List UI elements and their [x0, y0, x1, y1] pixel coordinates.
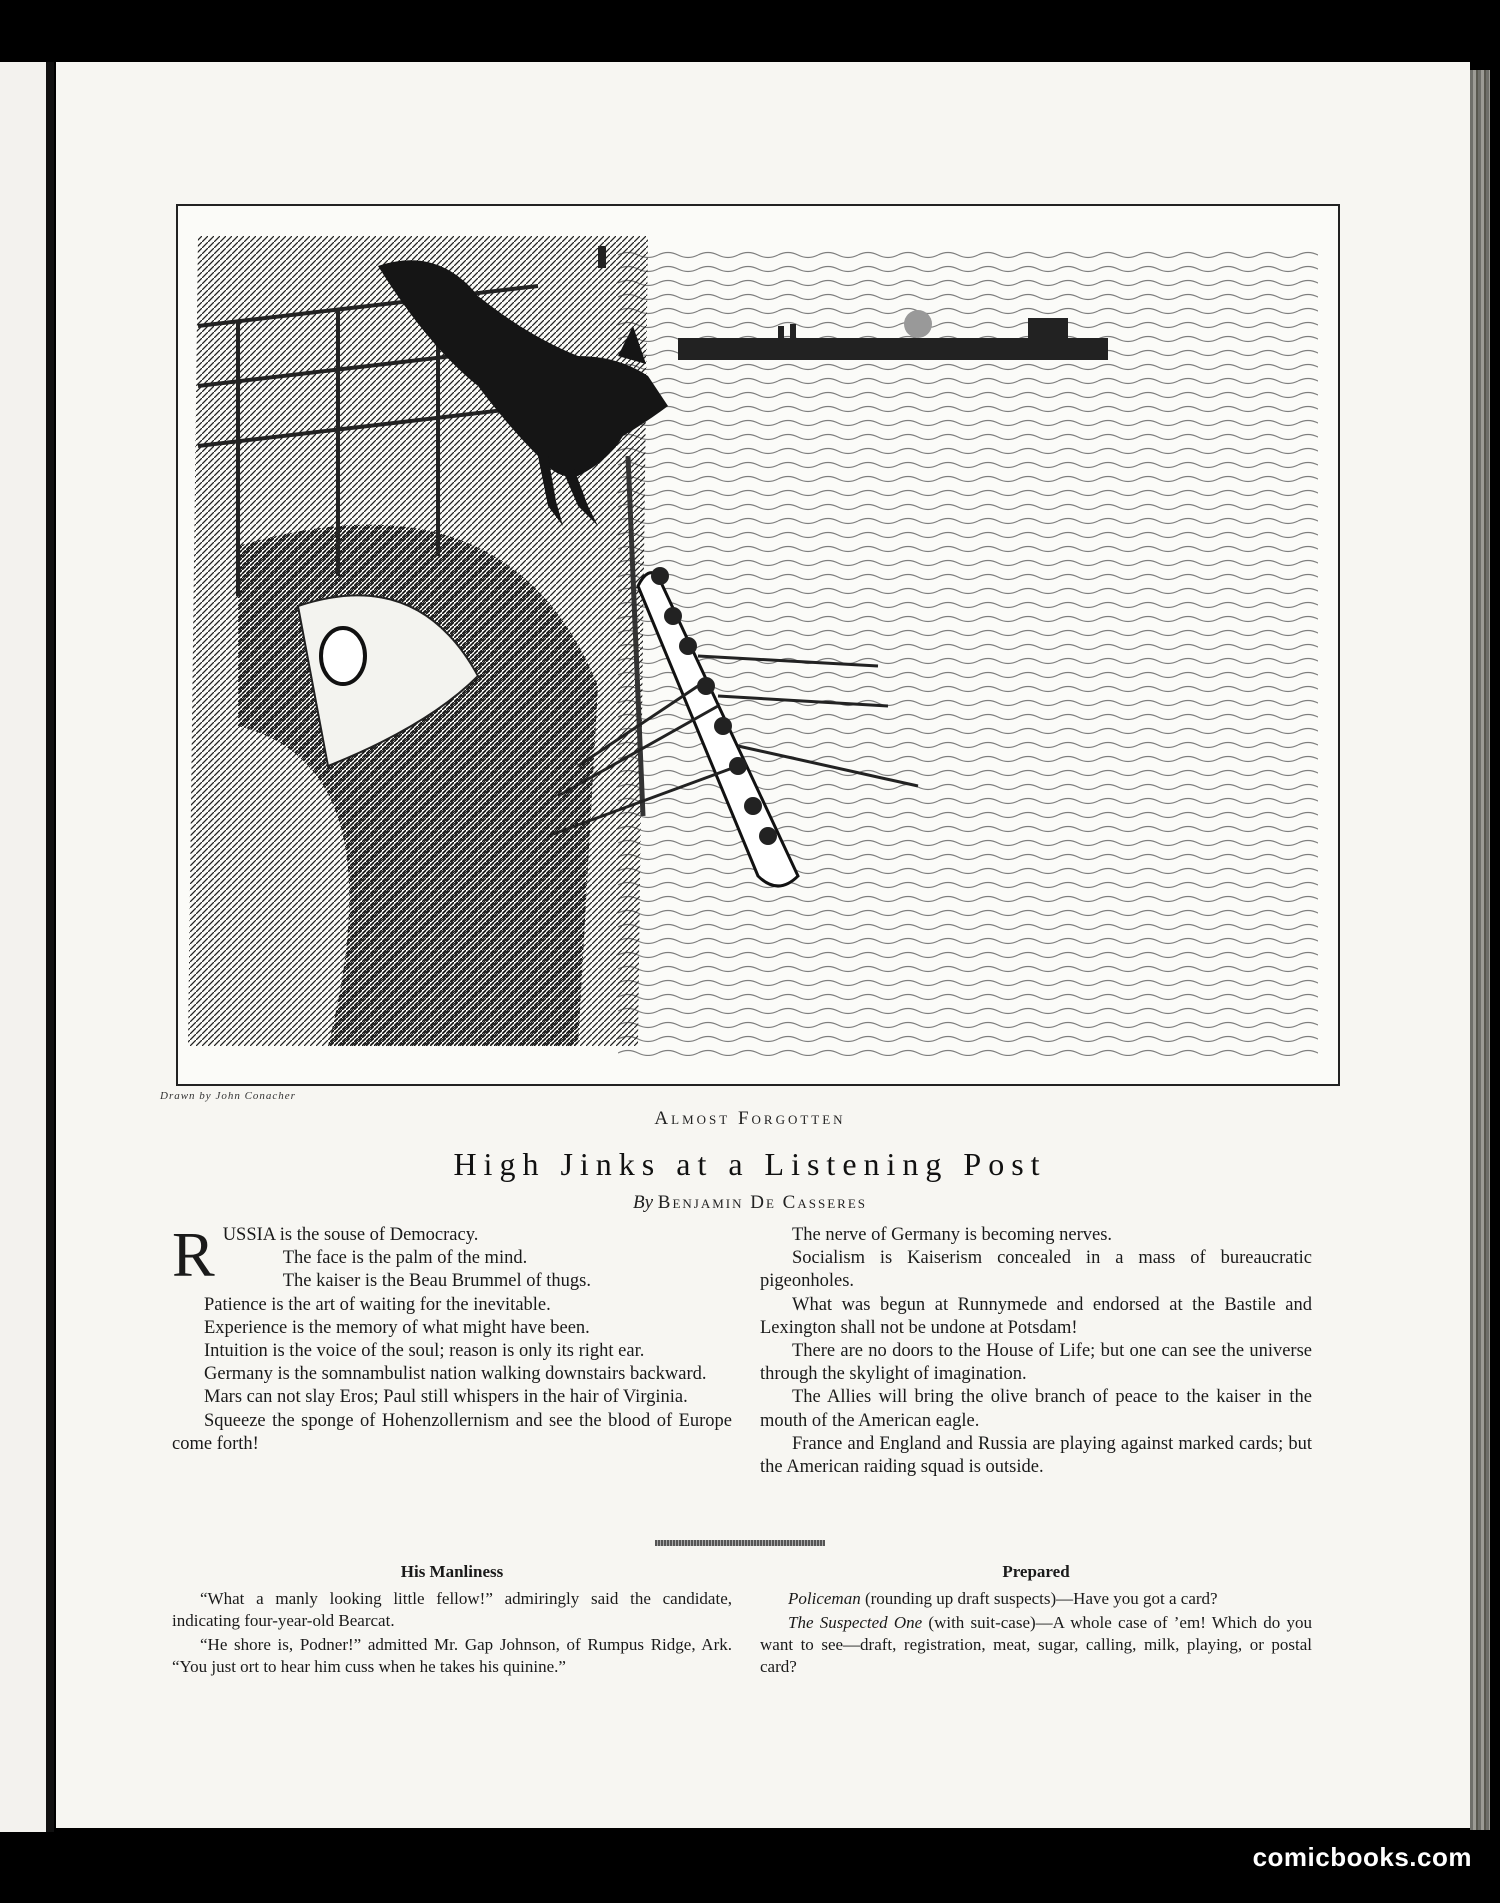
book-spine: [1470, 70, 1490, 1830]
paragraph: The nerve of Germany is becoming nerves.: [792, 1225, 1113, 1245]
paragraph: Policeman (rounding up draft suspects)—Have you got a card?: [788, 1589, 1218, 1608]
paragraph: The kaiser is the Beau Brummel of thugs.: [282, 1271, 591, 1292]
paragraph: RUSSIA is the souse of Democracy.: [172, 1219, 479, 1290]
left-page-edge: [0, 62, 48, 1832]
ship-dog-lifeboat-illustration: [178, 206, 1338, 1084]
illustration-credit: Drawn by John Conacher: [160, 1090, 296, 1102]
paragraph: The face is the palm of the mind.: [282, 1248, 528, 1269]
paragraph: Patience is the art of waiting for the inevitable.: [204, 1294, 551, 1315]
his-manliness-title: His Manliness: [400, 1562, 504, 1581]
prepared-title: Prepared: [1002, 1562, 1070, 1581]
article-left-column: [172, 1219, 732, 1456]
section-divider: [655, 1540, 825, 1546]
paragraph: “He shore is, Podner!” admitted Mr. Gap Johnson, of Rumpus Ridge, Ark. “You just ort to hear him cuss when he takes his quinine.”: [172, 1635, 732, 1676]
paragraph: “What a manly looking little fellow!” admiringly said the candidate, indicating four-year-old Bearcat.: [172, 1589, 732, 1630]
paragraph: Squeeze the sponge of Hohenzollernism and see the blood of Europe come forth!: [172, 1410, 732, 1454]
page-gutter: [46, 62, 54, 1832]
article-byline: [0, 1192, 1500, 1214]
illustration-caption: Almost Forgotten: [654, 1108, 846, 1129]
paragraph: Intuition is the voice of the soul; reason is only its right ear.: [204, 1341, 645, 1362]
paragraph: Experience is the memory of what might have been.: [204, 1317, 590, 1338]
paragraph: What was begun at Runnymede and endorsed at the Bastile and Lexington shall not be undone at Potsdam!: [760, 1294, 1312, 1338]
paragraph: There are no doors to the House of Life; but one can see the universe through the skylight of imagination.: [760, 1341, 1312, 1385]
article-title: High Jinks at a Listening Post: [453, 1146, 1047, 1182]
prepared-body: [760, 1588, 1312, 1680]
paragraph: Socialism is Kaiserism concealed in a mass of bureaucratic pigeonholes.: [760, 1248, 1312, 1292]
byline-prefix: By: [633, 1192, 654, 1213]
paragraph: The Allies will bring the olive branch of peace to the kaiser in the mouth of the American eagle.: [760, 1387, 1312, 1431]
paragraph: Germany is the somnambulist nation walking downstairs backward.: [204, 1364, 707, 1385]
illustration-frame: [176, 204, 1340, 1086]
speaker: Policeman: [788, 1589, 861, 1608]
byline-author: Benjamin De Casseres: [657, 1192, 867, 1213]
paragraph: Mars can not slay Eros; Paul still whispers in the hair of Virginia.: [204, 1387, 688, 1408]
paragraph: The Suspected One (with suit-case)—A whole case of ’em! Which do you want to see—draft, registration, meat, sugar, calling, milk, playing, or postal card?: [760, 1613, 1312, 1676]
watermark: comicbooks.com: [1252, 1842, 1472, 1872]
speaker: The Suspected One: [788, 1613, 923, 1632]
paragraph: France and England and Russia are playing against marked cards; but the American raiding squad is outside.: [760, 1433, 1312, 1478]
article-right-column: [760, 1224, 1312, 1479]
his-manliness-body: [172, 1588, 732, 1680]
drop-cap: R: [172, 1219, 215, 1290]
